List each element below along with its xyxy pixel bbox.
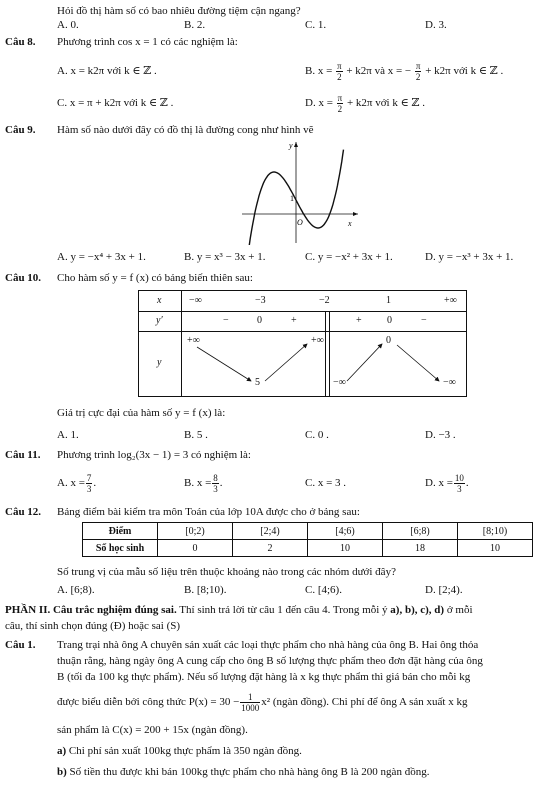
option-d: D. 3. [425, 19, 447, 31]
table-cell: 10 [308, 540, 383, 557]
derivative-sign: 0 [387, 315, 392, 326]
paragraph-line: thuận rằng, hàng ngày ông A cung cấp cho ông B số lượng thực phẩm theo đơn đặt hàng của ông [57, 655, 483, 667]
x-value: 1 [386, 295, 391, 306]
option-a: A. x = $\frac{7}{3}$ . [57, 472, 97, 494]
statement-a: a) Chi phí sản xuất 100kg thực phẩm là 350 ngàn đồng. [57, 745, 302, 757]
option-a: A. 0. [57, 19, 79, 31]
x-value: −∞ [189, 295, 202, 306]
question-label: Câu 8. [5, 36, 36, 48]
option-a: A. x = k2π với k ∈ ℤ . [57, 65, 157, 77]
question-text: Hỏi đồ thị hàm số có bao nhiêu đường tiệm cận ngang? [57, 5, 301, 17]
option-c: C. y = −x² + 3x + 1. [305, 251, 393, 263]
question-label: Câu 10. [5, 272, 42, 284]
derivative-sign: + [291, 315, 297, 326]
derivative-sign: + [356, 315, 362, 326]
question-text: Bảng điểm bài kiểm tra môn Toán của lớp 10A được cho ở bảng sau: [57, 506, 360, 518]
score-table [82, 522, 533, 557]
option-c: C. x = 3 . [305, 477, 347, 489]
table-cell: 18 [383, 540, 458, 557]
option-c: C. 0 . [305, 429, 329, 441]
table-cell: [0;2) [158, 523, 233, 540]
table-cell: 2 [233, 540, 308, 557]
option-d: D. y = −x³ + 3x + 1. [425, 251, 514, 263]
y-value: −∞ [443, 377, 456, 388]
y-value: 5 [255, 377, 260, 388]
option-b: B. y = x³ − 3x + 1. [184, 251, 266, 263]
y-axis-label: y [289, 141, 293, 150]
variation-table [138, 290, 467, 397]
option-a: A. 1. [57, 429, 79, 441]
y-value: 0 [386, 335, 391, 346]
x-value: −2 [319, 295, 330, 306]
x-value: −3 [255, 295, 266, 306]
origin-label: O [297, 218, 303, 227]
option-c: C. 1. [305, 19, 327, 31]
x-axis-label: x [348, 219, 352, 228]
option-a: A. [6;8). [57, 584, 95, 596]
x-axis-arrow-icon [353, 212, 358, 216]
table-label-x: x [157, 295, 162, 306]
table-cell: 10 [458, 540, 533, 557]
option-c: C. [4;6). [305, 584, 342, 596]
x-value: +∞ [444, 295, 457, 306]
option-b: B. 5 . [184, 429, 208, 441]
table-cell: 0 [158, 540, 233, 557]
option-b: B. 2. [184, 19, 206, 31]
section-text: câu, thí sinh chọn đúng (Đ) hoặc sai (S) [5, 620, 181, 632]
option-b: B. x = $\frac{\pi}{2}$ + k2π và x = − $\frac{\pi}{2}$ + k2π với k ∈ ℤ . [305, 60, 504, 82]
table-cell: [4;6) [308, 523, 383, 540]
question-text: Cho hàm số y = f (x) có bảng biến thiên sau: [57, 272, 253, 284]
table-cell: [2;4) [233, 523, 308, 540]
question-label: Câu 9. [5, 124, 36, 136]
question-text: Phương trình log₂(3x − 1) = 3 có nghiệm là: [57, 449, 251, 461]
y-tick-label: 1 [290, 194, 294, 203]
function-graph [240, 140, 360, 245]
option-b: B. [8;10). [184, 584, 227, 596]
paragraph-line: sản phẩm là C(x) = 200 + 15x (ngàn đồng). [57, 724, 248, 736]
option-c: C. x = π + k2π với k ∈ ℤ . [57, 97, 174, 109]
question-label: Câu 11. [5, 449, 41, 461]
y-axis-arrow-icon [294, 142, 298, 147]
question-label: Câu 1. [5, 639, 36, 651]
question-label: Câu 12. [5, 506, 42, 518]
table-label-yprime: y′ [156, 315, 163, 326]
question-text: Số trung vị của mẫu số liệu trên thuộc khoảng nào trong các nhóm dưới đây? [57, 566, 396, 578]
section-heading: PHẦN II. Câu trắc nghiệm đúng sai. Thí sinh trả lời từ câu 1 đến câu 4. Trong mỗi ý a), b), c), d) ở mỗi [5, 604, 473, 616]
paragraph-line: Trang trại nhà ông A chuyên sản xuất các loại thực phẩm cho nhà hàng của ông B. Hai ông thỏa [57, 639, 479, 651]
question-text: Phương trình cos x = 1 có các nghiệm là: [57, 36, 238, 48]
option-d: D. [2;4). [425, 584, 463, 596]
question-text: Hàm số nào dưới đây có đồ thị là đường cong như hình vẽ [57, 124, 314, 136]
variation-arrows [139, 291, 466, 396]
statement-b: b) Số tiền thu được khi bán 100kg thực phẩm cho nhà hàng ông B là 200 ngàn đồng. [57, 766, 430, 778]
question-text: Giá trị cực đại của hàm số y = f (x) là: [57, 407, 226, 419]
table-label-y: y [157, 357, 162, 368]
derivative-sign: 0 [257, 315, 262, 326]
y-value: +∞ [187, 335, 200, 346]
derivative-sign: − [421, 315, 427, 326]
option-a: A. y = −x⁴ + 3x + 1. [57, 251, 146, 263]
y-value: +∞ [311, 335, 324, 346]
table-cell: [8;10) [458, 523, 533, 540]
option-b: B. x = $\frac{8}{3}$ . [184, 472, 223, 494]
option-d: D. x = $\frac{\pi}{2}$ + k2π với k ∈ ℤ . [305, 92, 426, 114]
paragraph-line: B (tối đa 100 kg thực phẩm). Nếu số lượng đặt hàng là x kg thực phẩm thì giá bán cho mỗi kg [57, 671, 471, 683]
table-header: Điểm [83, 523, 158, 540]
table-cell: [6;8) [383, 523, 458, 540]
paragraph-line: được biểu diễn bởi công thức P(x) = 30 − $\frac{1}{1000}$ x² (ngàn đồng). Chi phí để ông A sản xuất x kg [57, 691, 468, 713]
table-header: Số học sinh [83, 540, 158, 557]
option-d: D. x = $\frac{10}{3}$ . [425, 472, 469, 494]
y-value: −∞ [333, 377, 346, 388]
derivative-sign: − [223, 315, 229, 326]
option-d: D. −3 . [425, 429, 456, 441]
